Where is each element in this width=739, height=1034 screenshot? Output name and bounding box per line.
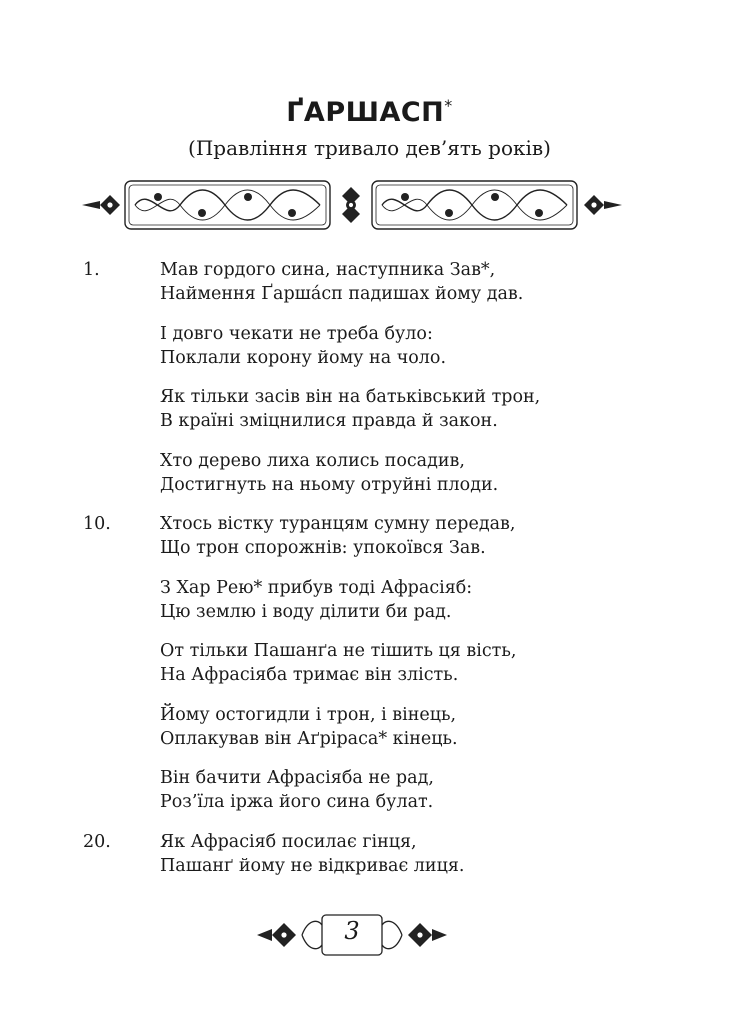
poem-line: На Афрасіяба тримає він злість. bbox=[160, 665, 459, 685]
title-footnote-mark: * bbox=[444, 96, 453, 115]
poem-line: Цю землю і воду ділити би рад. bbox=[160, 601, 452, 622]
page-number: 3 bbox=[344, 917, 360, 945]
poem-line: Він бачити Афрасіяба не рад, bbox=[160, 768, 434, 788]
poem-line: Мав гордого сина, наступника Зав*, bbox=[160, 260, 496, 280]
poem-line: Що трон спорожнів: упокоївся Зав. bbox=[160, 538, 486, 558]
poem-line: Як Афрасіяб посилає гінця, bbox=[160, 831, 417, 852]
poem-line: В країні зміцнилися правда й закон. bbox=[160, 411, 498, 431]
line-number: 1. bbox=[83, 260, 100, 280]
poem-line: Хто дерево лиха колись посадив, bbox=[160, 450, 465, 471]
poem-line: Роз’їла іржа його сина булат. bbox=[160, 792, 434, 812]
line-number: 10. bbox=[83, 514, 111, 534]
poem-line: Достигнуть на ньому отруйні плоди. bbox=[160, 474, 499, 495]
chapter-subtitle: (Правління тривало дев’ять років) bbox=[188, 136, 551, 160]
poem-line: Поклали корону йому на чоло. bbox=[160, 347, 447, 368]
poem-line: І довго чекати не треба було: bbox=[160, 323, 433, 344]
poem-line: З Хар Рею* прибув тоді Афрасіяб: bbox=[160, 577, 473, 598]
poem-line: Пашанґ йому не відкриває лиця. bbox=[160, 855, 465, 876]
poem-line: Оплакував він Аґріраса* кінець. bbox=[160, 728, 458, 749]
poem-line: От тільки Пашанґа не тішить ця вість, bbox=[160, 641, 517, 661]
poem-line: Йому остогидли і трон, і вінець, bbox=[160, 704, 457, 725]
line-number: 20. bbox=[83, 831, 111, 852]
poem-line: Як тільки засів він на батьківський трон, bbox=[160, 387, 541, 407]
poem-line: Хтось вістку туранцям сумну передав, bbox=[160, 514, 516, 534]
chapter-title-text: ҐАРШАСП bbox=[286, 97, 445, 128]
poem-line: Наймення Ґаршáсп падишах йому дав. bbox=[160, 284, 524, 304]
